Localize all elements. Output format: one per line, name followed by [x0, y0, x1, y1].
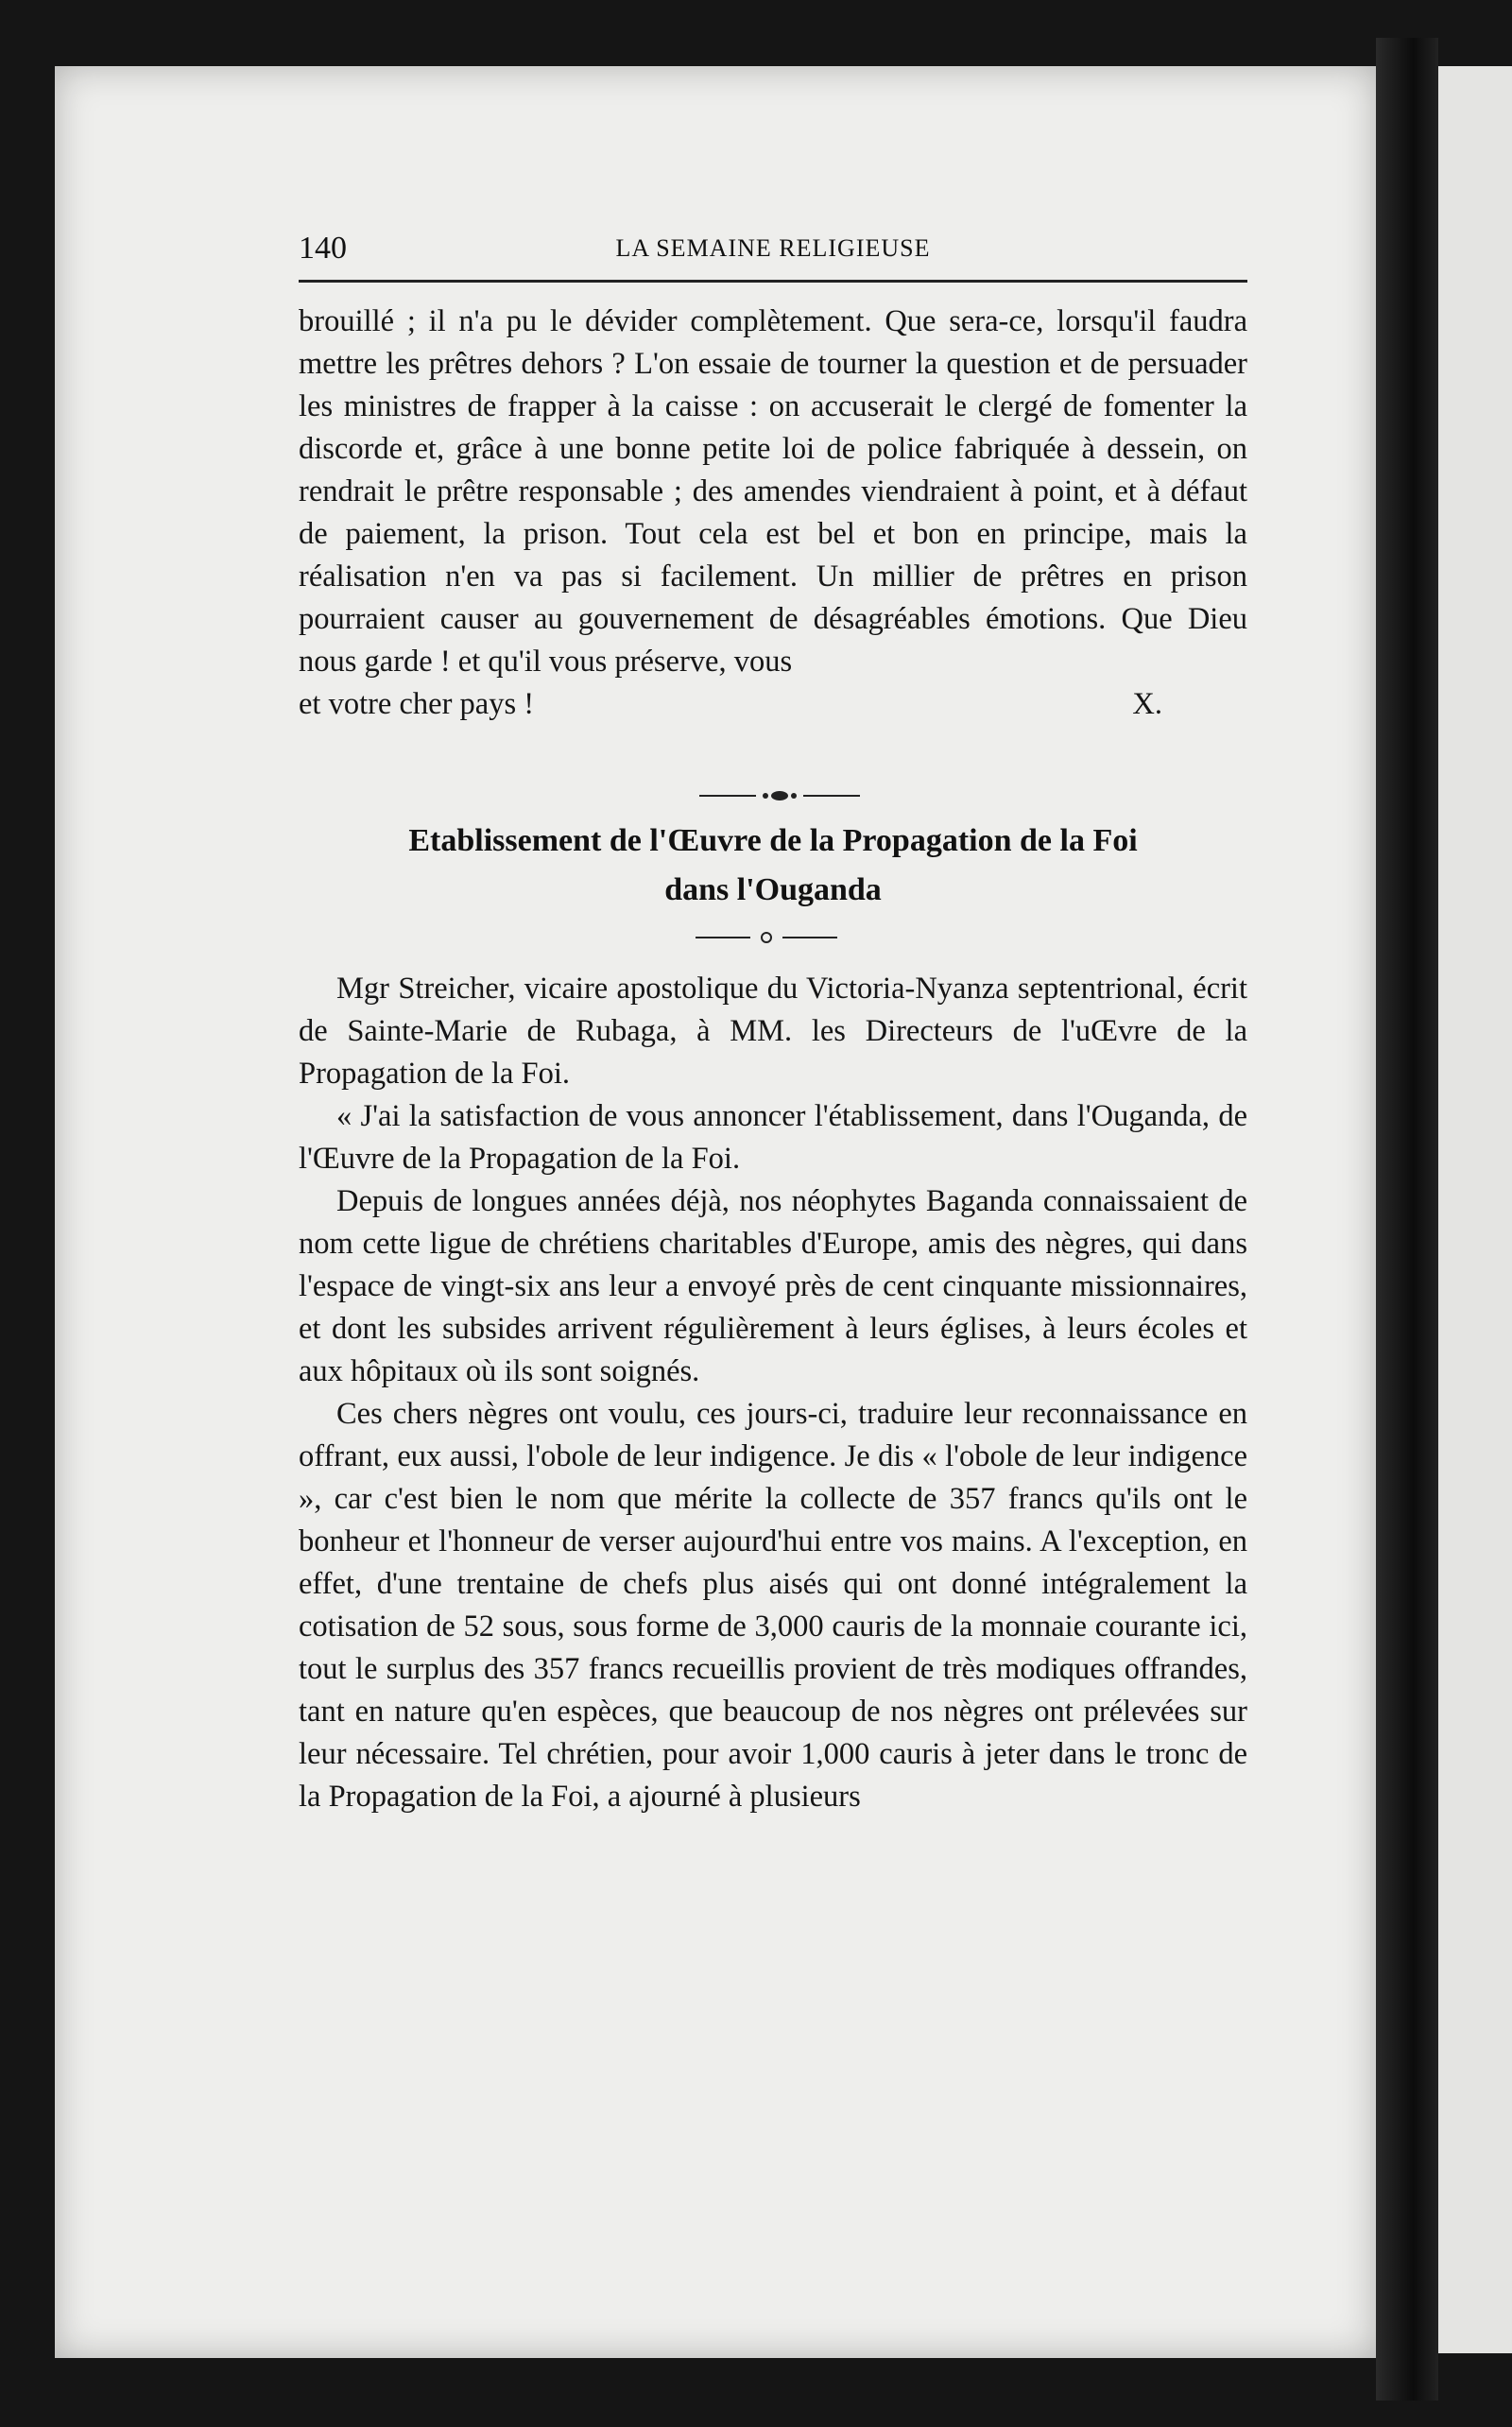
- article-heading-line-1: Etablissement de l'Œuvre de la Propagation de la Foi: [408, 823, 1138, 858]
- article-paragraph: Ces chers nègres ont voulu, ces jours-ci, traduire leur reconnaissance en offrant, eux aussi, l'obole de leur indigence. Je dis « l'obole de leur indigence », car c'est bien le nom que mérite la collecte de 357 francs qu'ils ont le bonheur et l'honneur de verser aujourd'hui entre vos mains. A l'exception, en effet, d'une trentaine de chefs plus aisés qui ont donné intégralement la cotisation de 52 sous, sous forme de 3,000 cauris de la monnaie courante ici, tout le surplus des 357 francs recueillis provient de très modiques offrandes, tant en nature qu'en espèces, que beaucoup de nos nègres ont prélevées sur leur nécessaire. Tel chrétien, pour avoir 1,000 cauris à jeter dans le tronc de la Propagation de la Foi, a ajourné à plusieurs: [299, 1397, 1247, 1814]
- article-paragraph: « J'ai la satisfaction de vous annoncer l'établissement, dans l'Ouganda, de l'Œuvre de la Propagation de la Foi.: [299, 1099, 1247, 1176]
- signature: X.: [1132, 687, 1162, 721]
- section-divider-ornament: [699, 788, 860, 803]
- running-title: LA SEMAINE RELIGIEUSE: [615, 234, 931, 262]
- page-header: [299, 223, 1247, 280]
- article-body: [299, 968, 1247, 1818]
- closing-line-row: [299, 683, 1247, 726]
- book-spine-shadow: [1376, 38, 1438, 2401]
- article-paragraph: Depuis de longues années déjà, nos néophytes Baganda connaissaient de nom cette ligue de chrétiens charitables d'Europe, amis des nègres, qui dans l'espace de vingt-six ans leur a envoyé près de cent cinquante missionnaires, et dont les subsides arrivent régulièrement à leurs églises, à leurs écoles et aux hôpitaux où ils sont soignés.: [299, 1184, 1247, 1388]
- article-heading: [299, 817, 1247, 915]
- heading-divider-ornament: [696, 924, 837, 949]
- closing-line: et votre cher pays !: [299, 687, 535, 721]
- facing-page-edge: [1438, 66, 1512, 2353]
- continued-paragraph: brouillé ; il n'a pu le dévider complètement. Que sera-ce, lorsqu'il faudra mettre les prêtres dehors ? L'on essaie de tourner la question et de persuader les ministres de frapper à la caisse : on accuserait le clergé de fomenter la discorde et, grâce à une bonne petite loi de police fabriquée à dessein, on rendrait le prêtre responsable ; des amendes viendraient à point, et à défaut de paiement, la prison. Tout cela est bel et bon en principe, mais la réalisation n'en va pas si facilement. Un millier de prêtres en prison pourraient causer au gouvernement de désagréables émotions. Que Dieu nous garde ! et qu'il vous préserve, vous: [299, 304, 1247, 679]
- previous-article-ending: [299, 301, 1247, 726]
- article-heading-line-2: dans l'Ouganda: [664, 872, 882, 907]
- article-paragraph: Mgr Streicher, vicaire apostolique du Victoria-Nyanza septentrional, écrit de Sainte-Marie de Rubaga, à MM. les Directeurs de l'uŒvre de la Propagation de la Foi.: [299, 972, 1247, 1091]
- header-rule: [299, 280, 1247, 283]
- page-number: 140: [299, 231, 347, 266]
